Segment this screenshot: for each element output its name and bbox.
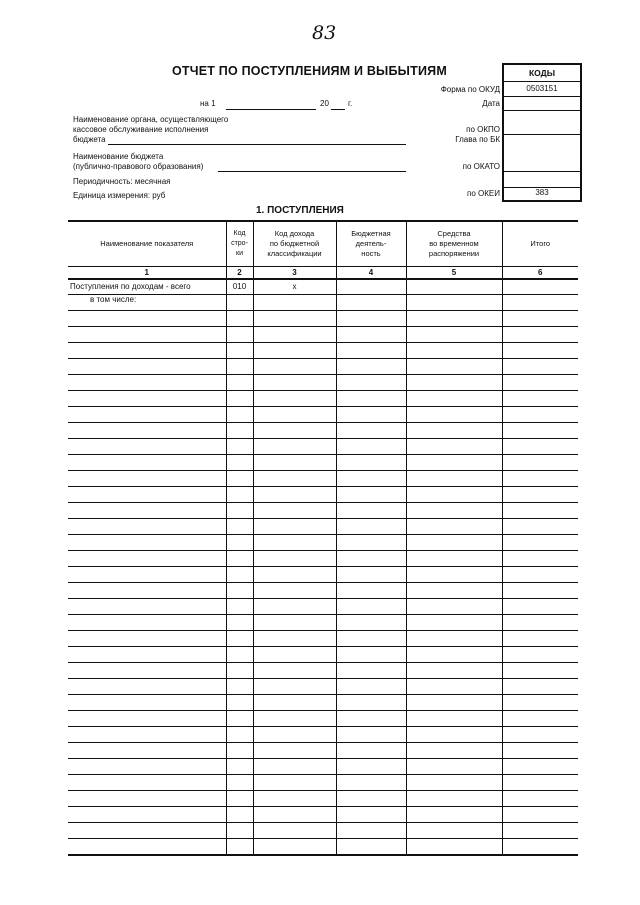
row-total[interactable]	[502, 583, 578, 599]
row-temporary-funds[interactable]	[406, 743, 502, 759]
row-code[interactable]	[226, 823, 253, 839]
row-label[interactable]	[68, 711, 226, 727]
row-total[interactable]	[502, 615, 578, 631]
row-label[interactable]	[68, 759, 226, 775]
row-budget-activity[interactable]	[336, 599, 406, 615]
table-row	[68, 407, 578, 423]
row-income-code[interactable]	[253, 359, 336, 375]
page-number: 83	[312, 22, 337, 44]
row-label[interactable]	[68, 487, 226, 503]
budget-label-1: Наименование бюджета	[73, 152, 164, 161]
column-number: 1	[68, 267, 226, 280]
table-row	[68, 551, 578, 567]
organ-label-1: Наименование органа, осуществляющего	[73, 115, 229, 124]
table-row	[68, 455, 578, 471]
table-row	[68, 423, 578, 439]
row-income-code[interactable]	[253, 631, 336, 647]
column-number: 2	[226, 267, 253, 280]
table-row	[68, 503, 578, 519]
table-row	[68, 599, 578, 615]
row-income-code[interactable]	[253, 295, 336, 311]
row-budget-activity[interactable]	[336, 583, 406, 599]
row-temporary-funds[interactable]	[406, 807, 502, 823]
glava-label: Глава по БК	[455, 135, 500, 144]
column-number: 5	[406, 267, 502, 280]
row-temporary-funds[interactable]	[406, 423, 502, 439]
organ-label-2: кассовое обслуживание исполнения	[73, 125, 209, 134]
row-total[interactable]	[502, 439, 578, 455]
header-income-code: Код дохода по бюджетной классификации	[253, 221, 336, 267]
date-day-month-line[interactable]	[226, 109, 316, 110]
row-label[interactable]	[68, 503, 226, 519]
row-label[interactable]	[68, 775, 226, 791]
row-budget-activity[interactable]	[336, 535, 406, 551]
row-income-code[interactable]	[253, 679, 336, 695]
table-row	[68, 471, 578, 487]
okei-label: по ОКЕИ	[467, 189, 500, 198]
row-total[interactable]	[502, 503, 578, 519]
row-code[interactable]	[226, 503, 253, 519]
okud-label: Форма по ОКУД	[440, 85, 500, 94]
row-label[interactable]	[68, 663, 226, 679]
receipts-table	[68, 220, 578, 856]
row-label[interactable]	[68, 311, 226, 327]
row-income-code[interactable]	[253, 775, 336, 791]
row-code[interactable]	[226, 359, 253, 375]
table-row	[68, 311, 578, 327]
row-total[interactable]	[502, 807, 578, 823]
row-total[interactable]	[502, 839, 578, 856]
row-budget-activity[interactable]	[336, 519, 406, 535]
row-label[interactable]	[68, 727, 226, 743]
okato-label: по ОКАТО	[462, 162, 500, 171]
table-row	[68, 839, 578, 856]
header-total: Итого	[502, 221, 578, 267]
row-budget-activity[interactable]	[336, 455, 406, 471]
row-total[interactable]	[502, 663, 578, 679]
organ-label-3: бюджета	[73, 135, 106, 144]
table-row	[68, 567, 578, 583]
row-label[interactable]	[68, 471, 226, 487]
row-total[interactable]	[502, 359, 578, 375]
row-temporary-funds[interactable]	[406, 647, 502, 663]
row-code[interactable]	[226, 695, 253, 711]
row-income-code[interactable]	[253, 551, 336, 567]
budget-label-2: (публично-правового образования)	[73, 162, 204, 171]
row-code[interactable]	[226, 839, 253, 856]
row-budget-activity[interactable]	[336, 647, 406, 663]
row-budget-activity[interactable]	[336, 391, 406, 407]
table-row	[68, 535, 578, 551]
row-total[interactable]	[502, 327, 578, 343]
row-income-code[interactable]	[253, 375, 336, 391]
header-budget-activity: Бюджетная деятель- ность	[336, 221, 406, 267]
row-total[interactable]	[502, 599, 578, 615]
table-row	[68, 279, 578, 295]
row-label[interactable]	[68, 567, 226, 583]
row-income-code[interactable]	[253, 423, 336, 439]
table-row	[68, 487, 578, 503]
row-budget-activity[interactable]	[336, 727, 406, 743]
row-label[interactable]	[68, 391, 226, 407]
row-budget-activity[interactable]	[336, 407, 406, 423]
table-row	[68, 375, 578, 391]
row-temporary-funds[interactable]	[406, 663, 502, 679]
row-temporary-funds[interactable]	[406, 439, 502, 455]
row-label[interactable]	[68, 439, 226, 455]
budget-field-line[interactable]	[218, 171, 406, 172]
row-total[interactable]	[502, 391, 578, 407]
row-income-code[interactable]	[253, 583, 336, 599]
row-total[interactable]	[502, 311, 578, 327]
row-code[interactable]	[226, 375, 253, 391]
row-total[interactable]	[502, 407, 578, 423]
row-income-code[interactable]	[253, 471, 336, 487]
table-row	[68, 647, 578, 663]
row-budget-activity[interactable]	[336, 695, 406, 711]
okpo-label: по ОКПО	[466, 125, 500, 134]
periodicity-label: Периодичность: месячная	[73, 177, 171, 186]
row-label[interactable]	[68, 423, 226, 439]
row-budget-activity[interactable]	[336, 439, 406, 455]
row-label[interactable]	[68, 327, 226, 343]
row-temporary-funds[interactable]	[406, 487, 502, 503]
row-label[interactable]	[68, 551, 226, 567]
table-header-row	[68, 221, 578, 267]
row-label[interactable]	[68, 599, 226, 615]
row-temporary-funds[interactable]	[406, 519, 502, 535]
row-code[interactable]	[226, 599, 253, 615]
row-income-code[interactable]	[253, 311, 336, 327]
row-total[interactable]	[502, 775, 578, 791]
table-row	[68, 583, 578, 599]
row-budget-activity[interactable]	[336, 823, 406, 839]
row-label[interactable]	[68, 615, 226, 631]
row-income-code[interactable]	[253, 759, 336, 775]
row-label[interactable]	[68, 455, 226, 471]
row-income-code[interactable]	[253, 343, 336, 359]
row-code[interactable]	[226, 567, 253, 583]
row-total[interactable]	[502, 535, 578, 551]
table-row	[68, 791, 578, 807]
row-label[interactable]	[68, 679, 226, 695]
row-budget-activity[interactable]	[336, 679, 406, 695]
table-row	[68, 711, 578, 727]
date-year-prefix: 20	[320, 99, 329, 108]
row-income-code[interactable]	[253, 807, 336, 823]
row-total[interactable]	[502, 727, 578, 743]
codes-box	[502, 81, 582, 202]
row-total[interactable]	[502, 471, 578, 487]
row-temporary-funds[interactable]	[406, 311, 502, 327]
row-temporary-funds[interactable]	[406, 759, 502, 775]
row-budget-activity[interactable]	[336, 759, 406, 775]
row-code: 010	[226, 279, 253, 295]
table-row	[68, 359, 578, 375]
row-income-code[interactable]	[253, 791, 336, 807]
row-temporary-funds[interactable]	[406, 375, 502, 391]
row-total[interactable]	[502, 455, 578, 471]
row-income-code[interactable]	[253, 487, 336, 503]
row-temporary-funds[interactable]	[406, 391, 502, 407]
row-temporary-funds[interactable]	[406, 567, 502, 583]
row-temporary-funds[interactable]	[406, 359, 502, 375]
row-temporary-funds[interactable]	[406, 679, 502, 695]
row-budget-activity[interactable]	[336, 615, 406, 631]
row-code[interactable]	[226, 295, 253, 311]
row-label[interactable]	[68, 519, 226, 535]
row-budget-activity[interactable]	[336, 279, 406, 295]
table-row	[68, 807, 578, 823]
row-label[interactable]	[68, 695, 226, 711]
row-label[interactable]	[68, 375, 226, 391]
unit-label: Единица измерения: руб	[73, 191, 166, 200]
row-code[interactable]	[226, 327, 253, 343]
row-temporary-funds[interactable]	[406, 327, 502, 343]
row-code[interactable]	[226, 583, 253, 599]
row-income-code[interactable]	[253, 647, 336, 663]
row-budget-activity[interactable]	[336, 359, 406, 375]
row-code[interactable]	[226, 679, 253, 695]
row-budget-activity[interactable]	[336, 503, 406, 519]
header-temporary-funds: Средства во временном распоряжении	[406, 221, 502, 267]
row-code[interactable]	[226, 407, 253, 423]
okud-code: 0503151	[526, 84, 558, 93]
row-income-code[interactable]	[253, 519, 336, 535]
column-number: 3	[253, 267, 336, 280]
row-code[interactable]	[226, 487, 253, 503]
column-number: 4	[336, 267, 406, 280]
row-income-code[interactable]	[253, 391, 336, 407]
row-budget-activity[interactable]	[336, 743, 406, 759]
date-year-line[interactable]	[331, 109, 345, 110]
row-budget-activity[interactable]	[336, 311, 406, 327]
row-temporary-funds[interactable]	[406, 551, 502, 567]
row-code[interactable]	[226, 551, 253, 567]
table-row	[68, 743, 578, 759]
row-code[interactable]	[226, 631, 253, 647]
row-income-code[interactable]	[253, 407, 336, 423]
row-income-code[interactable]	[253, 599, 336, 615]
row-budget-activity[interactable]	[336, 791, 406, 807]
row-code[interactable]	[226, 711, 253, 727]
row-total[interactable]	[502, 375, 578, 391]
table-row	[68, 519, 578, 535]
section-title: 1. ПОСТУПЛЕНИЯ	[256, 205, 344, 216]
row-budget-activity[interactable]	[336, 567, 406, 583]
row-temporary-funds[interactable]	[406, 631, 502, 647]
row-total[interactable]	[502, 823, 578, 839]
row-temporary-funds[interactable]	[406, 615, 502, 631]
row-temporary-funds[interactable]	[406, 455, 502, 471]
date-label: Дата	[482, 99, 500, 108]
row-budget-activity[interactable]	[336, 775, 406, 791]
table-row	[68, 327, 578, 343]
row-total[interactable]	[502, 487, 578, 503]
column-number-row	[68, 267, 578, 280]
table-row	[68, 695, 578, 711]
row-total[interactable]	[502, 551, 578, 567]
row-label[interactable]	[68, 839, 226, 856]
row-budget-activity[interactable]	[336, 551, 406, 567]
row-income-code[interactable]	[253, 663, 336, 679]
row-label[interactable]	[68, 743, 226, 759]
row-code[interactable]	[226, 775, 253, 791]
table-row	[68, 615, 578, 631]
row-total[interactable]	[502, 519, 578, 535]
table-row	[68, 391, 578, 407]
row-income-code[interactable]	[253, 711, 336, 727]
row-temporary-funds[interactable]	[406, 279, 502, 295]
table-row	[68, 295, 578, 311]
okei-code: 383	[535, 188, 549, 197]
table-row	[68, 663, 578, 679]
row-budget-activity[interactable]	[336, 327, 406, 343]
row-budget-activity[interactable]	[336, 487, 406, 503]
row-temporary-funds[interactable]	[406, 471, 502, 487]
row-code[interactable]	[226, 743, 253, 759]
row-income-code[interactable]	[253, 535, 336, 551]
row-label[interactable]	[68, 631, 226, 647]
row-total[interactable]	[502, 647, 578, 663]
row-temporary-funds[interactable]	[406, 823, 502, 839]
row-total[interactable]	[502, 343, 578, 359]
table-row	[68, 343, 578, 359]
row-temporary-funds[interactable]	[406, 295, 502, 311]
row-total[interactable]	[502, 423, 578, 439]
report-title: ОТЧЕТ ПО ПОСТУПЛЕНИЯМ И ВЫБЫТИЯМ	[172, 64, 447, 78]
codes-header: КОДЫ	[502, 63, 582, 82]
date-year-suffix: г.	[348, 99, 353, 108]
header-line-code: Код стро- ки	[226, 221, 253, 267]
row-code[interactable]	[226, 471, 253, 487]
row-label[interactable]	[68, 807, 226, 823]
row-code[interactable]	[226, 439, 253, 455]
row-label[interactable]	[68, 823, 226, 839]
table-row	[68, 823, 578, 839]
organ-field-line[interactable]	[108, 144, 406, 145]
row-label[interactable]	[68, 359, 226, 375]
row-temporary-funds[interactable]	[406, 503, 502, 519]
row-temporary-funds[interactable]	[406, 727, 502, 743]
row-code[interactable]	[226, 727, 253, 743]
row-code[interactable]	[226, 391, 253, 407]
row-label: Поступления по доходам - всего	[68, 279, 226, 295]
row-income-code[interactable]	[253, 439, 336, 455]
row-budget-activity[interactable]	[336, 423, 406, 439]
row-temporary-funds[interactable]	[406, 839, 502, 856]
row-income-code: x	[253, 279, 336, 295]
row-label[interactable]	[68, 535, 226, 551]
row-income-code[interactable]	[253, 695, 336, 711]
row-code[interactable]	[226, 311, 253, 327]
row-label: в том числе:	[68, 295, 226, 311]
table-row	[68, 679, 578, 695]
row-label[interactable]	[68, 647, 226, 663]
row-income-code[interactable]	[253, 455, 336, 471]
row-income-code[interactable]	[253, 743, 336, 759]
row-label[interactable]	[68, 343, 226, 359]
table-row	[68, 727, 578, 743]
row-code[interactable]	[226, 663, 253, 679]
row-code[interactable]	[226, 615, 253, 631]
row-code[interactable]	[226, 791, 253, 807]
row-temporary-funds[interactable]	[406, 711, 502, 727]
row-label[interactable]	[68, 407, 226, 423]
row-budget-activity[interactable]	[336, 375, 406, 391]
row-total[interactable]	[502, 567, 578, 583]
row-temporary-funds[interactable]	[406, 583, 502, 599]
row-code[interactable]	[226, 455, 253, 471]
row-total[interactable]	[502, 679, 578, 695]
row-total[interactable]	[502, 759, 578, 775]
row-total[interactable]	[502, 279, 578, 295]
row-income-code[interactable]	[253, 503, 336, 519]
row-income-code[interactable]	[253, 615, 336, 631]
row-income-code[interactable]	[253, 727, 336, 743]
row-code[interactable]	[226, 647, 253, 663]
row-budget-activity[interactable]	[336, 471, 406, 487]
row-code[interactable]	[226, 423, 253, 439]
row-temporary-funds[interactable]	[406, 343, 502, 359]
row-code[interactable]	[226, 535, 253, 551]
row-code[interactable]	[226, 759, 253, 775]
row-temporary-funds[interactable]	[406, 535, 502, 551]
table-row	[68, 759, 578, 775]
row-income-code[interactable]	[253, 839, 336, 856]
row-budget-activity[interactable]	[336, 295, 406, 311]
row-budget-activity[interactable]	[336, 807, 406, 823]
row-total[interactable]	[502, 631, 578, 647]
row-budget-activity[interactable]	[336, 711, 406, 727]
row-income-code[interactable]	[253, 823, 336, 839]
row-temporary-funds[interactable]	[406, 695, 502, 711]
row-total[interactable]	[502, 695, 578, 711]
row-income-code[interactable]	[253, 567, 336, 583]
row-income-code[interactable]	[253, 327, 336, 343]
row-label[interactable]	[68, 583, 226, 599]
row-temporary-funds[interactable]	[406, 775, 502, 791]
date-prefix: на 1	[200, 99, 216, 108]
row-temporary-funds[interactable]	[406, 407, 502, 423]
row-budget-activity[interactable]	[336, 663, 406, 679]
row-budget-activity[interactable]	[336, 839, 406, 856]
row-temporary-funds[interactable]	[406, 599, 502, 615]
row-temporary-funds[interactable]	[406, 791, 502, 807]
row-total[interactable]	[502, 743, 578, 759]
row-total[interactable]	[502, 711, 578, 727]
table-row	[68, 775, 578, 791]
header-indicator-name: Наименование показателя	[68, 221, 226, 267]
row-total[interactable]	[502, 791, 578, 807]
row-code[interactable]	[226, 807, 253, 823]
column-number: 6	[502, 267, 578, 280]
row-label[interactable]	[68, 791, 226, 807]
row-budget-activity[interactable]	[336, 343, 406, 359]
row-code[interactable]	[226, 343, 253, 359]
row-budget-activity[interactable]	[336, 631, 406, 647]
row-total[interactable]	[502, 295, 578, 311]
row-code[interactable]	[226, 519, 253, 535]
table-row	[68, 439, 578, 455]
table-row	[68, 631, 578, 647]
